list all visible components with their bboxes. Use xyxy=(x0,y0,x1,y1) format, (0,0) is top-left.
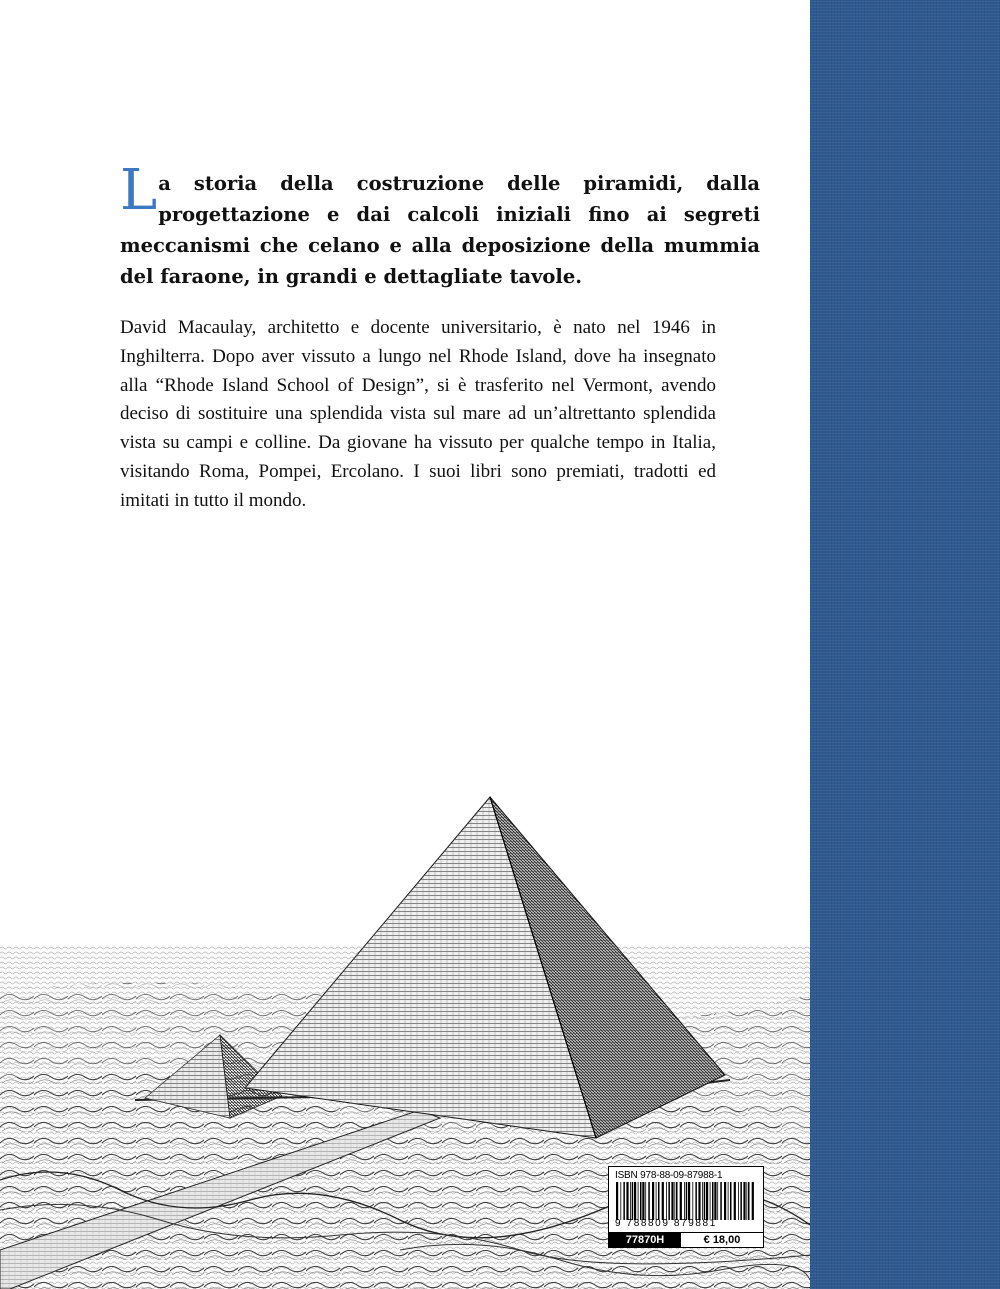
author-bio: David Macaulay, architetto e docente universitario, è nato nel 1946 in Inghilterra. Dopo aver vissuto a lungo nel Rhode Island, dove ha insegnato alla “Rhode Island School of Design”, si è trasferito nel Vermont, avendo deciso di sostituire una splendida vista sul mare ad un’altrettanto splendida vista su campi e colline. Da giovane ha vissuto per qualche tempo in Italia, visitando Roma, Pompei, Ercolano. I suoi libri sono premiati, tradotti ed imitati in tutto il mondo. xyxy=(120,317,716,511)
barcode-label xyxy=(608,1166,764,1248)
barcode-bars xyxy=(615,1182,757,1220)
barcode-digits: 9 788809 879881 xyxy=(615,1218,717,1229)
blurb-text: a storia della costruzione delle piramidi, dalla progettazione e dai calcoli iniziali fino ai segreti meccanismi che celano e alla deposizione della mummia del faraone, in grandi e dettagliate tavole. xyxy=(120,172,760,288)
product-code: 77870H xyxy=(609,1233,681,1247)
cloth-spine xyxy=(810,0,1000,1289)
code-strip xyxy=(609,1232,763,1247)
price-label: € 18,00 xyxy=(703,1234,741,1246)
drop-cap: L xyxy=(120,158,158,223)
isbn-number: ISBN 978-88-09-87988-1 xyxy=(615,1170,723,1181)
blurb-paragraph xyxy=(120,158,760,292)
